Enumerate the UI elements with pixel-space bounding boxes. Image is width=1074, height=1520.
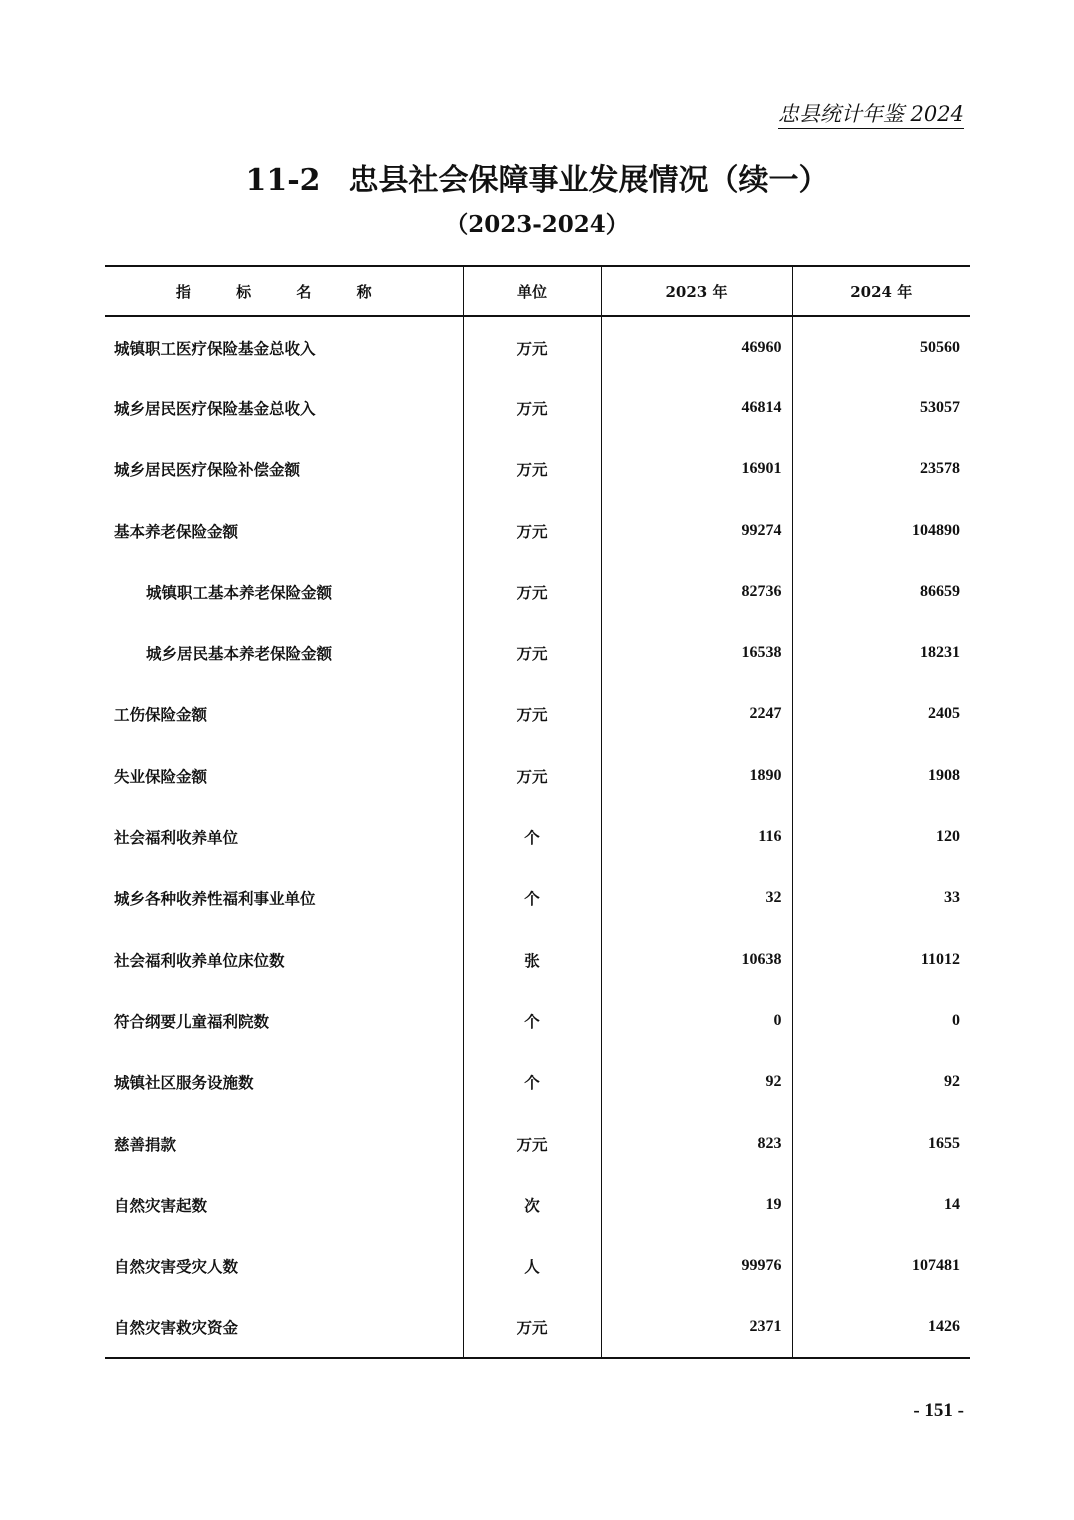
table-row bbox=[105, 1235, 970, 1296]
table-row bbox=[105, 868, 970, 929]
table-row bbox=[105, 1174, 970, 1235]
table-header-row bbox=[105, 266, 970, 316]
table-row bbox=[105, 622, 970, 683]
indicator-name: 社会福利收养单位床位数 bbox=[114, 950, 285, 970]
unit-cell: 万元 bbox=[463, 745, 601, 806]
unit-cell: 万元 bbox=[463, 1297, 601, 1358]
unit-cell: 万元 bbox=[463, 316, 601, 377]
indicator-name: 城乡居民基本养老保险金额 bbox=[146, 644, 333, 664]
table-row bbox=[105, 316, 970, 377]
table-row bbox=[105, 1113, 970, 1174]
indicator-name: 符合纲要儿童福利院数 bbox=[114, 1011, 270, 1031]
value-2023: 92 bbox=[601, 1052, 792, 1113]
header-year-2023: 2023 年 bbox=[601, 266, 792, 316]
indicator-name: 城乡居民医疗保险补偿金额 bbox=[114, 460, 301, 480]
indicator-name: 基本养老保险金额 bbox=[114, 521, 239, 541]
table-body bbox=[105, 316, 970, 1358]
value-2023: 99976 bbox=[601, 1235, 792, 1296]
unit-cell: 个 bbox=[463, 806, 601, 867]
value-2023: 16901 bbox=[601, 439, 792, 500]
page-title bbox=[0, 163, 1074, 199]
unit-cell: 张 bbox=[463, 929, 601, 990]
table-row bbox=[105, 806, 970, 867]
value-2023: 46960 bbox=[601, 316, 792, 377]
indicator-name: 自然灾害受灾人数 bbox=[114, 1257, 239, 1277]
table-title-text: 忠县社会保障事业发展情况（续一） bbox=[348, 163, 829, 198]
unit-cell: 个 bbox=[463, 990, 601, 1051]
value-2024: 86659 bbox=[792, 561, 970, 622]
value-2024: 2405 bbox=[792, 684, 970, 745]
value-2024: 120 bbox=[792, 806, 970, 867]
unit-cell: 万元 bbox=[463, 622, 601, 683]
unit-cell: 万元 bbox=[463, 377, 601, 438]
running-header: 忠县统计年鉴 2024 bbox=[778, 102, 964, 129]
statistics-table bbox=[105, 265, 970, 1359]
table-row bbox=[105, 990, 970, 1051]
header-indicator-name bbox=[105, 266, 463, 316]
unit-cell: 万元 bbox=[463, 439, 601, 500]
value-2023: 2247 bbox=[601, 684, 792, 745]
table-row bbox=[105, 1052, 970, 1113]
indicator-name: 城乡各种收养性福利事业单位 bbox=[114, 889, 316, 909]
value-2024: 53057 bbox=[792, 377, 970, 438]
value-2024: 50560 bbox=[792, 316, 970, 377]
table-row bbox=[105, 929, 970, 990]
value-2023: 0 bbox=[601, 990, 792, 1051]
value-2023: 82736 bbox=[601, 561, 792, 622]
header-indicator-name-text: 指 标 名 称 bbox=[175, 282, 392, 301]
value-2024: 33 bbox=[792, 868, 970, 929]
table-row bbox=[105, 561, 970, 622]
value-2024: 18231 bbox=[792, 622, 970, 683]
table-row bbox=[105, 745, 970, 806]
value-2024: 1655 bbox=[792, 1113, 970, 1174]
value-2024: 92 bbox=[792, 1052, 970, 1113]
page-subtitle: （2023-2024） bbox=[445, 211, 629, 238]
value-2024: 11012 bbox=[792, 929, 970, 990]
unit-cell: 万元 bbox=[463, 684, 601, 745]
unit-cell: 次 bbox=[463, 1174, 601, 1235]
indicator-name: 社会福利收养单位 bbox=[114, 828, 239, 848]
indicator-name: 自然灾害起数 bbox=[114, 1195, 208, 1215]
value-2023: 16538 bbox=[601, 622, 792, 683]
unit-cell: 人 bbox=[463, 1235, 601, 1296]
value-2024: 1908 bbox=[792, 745, 970, 806]
value-2023: 2371 bbox=[601, 1297, 792, 1358]
header-year-2024: 2024 年 bbox=[792, 266, 970, 316]
value-2024: 14 bbox=[792, 1174, 970, 1235]
value-2024: 0 bbox=[792, 990, 970, 1051]
value-2024: 107481 bbox=[792, 1235, 970, 1296]
value-2024: 1426 bbox=[792, 1297, 970, 1358]
indicator-name: 城乡居民医疗保险基金总收入 bbox=[114, 398, 316, 418]
indicator-name: 工伤保险金额 bbox=[114, 705, 208, 725]
unit-cell: 万元 bbox=[463, 1113, 601, 1174]
indicator-name: 失业保险金额 bbox=[114, 766, 208, 786]
table-row bbox=[105, 500, 970, 561]
table-row bbox=[105, 439, 970, 500]
value-2023: 10638 bbox=[601, 929, 792, 990]
header-unit: 单位 bbox=[463, 266, 601, 316]
table-row bbox=[105, 377, 970, 438]
unit-cell: 万元 bbox=[463, 500, 601, 561]
indicator-name: 城镇职工医疗保险基金总收入 bbox=[114, 339, 316, 359]
page-number: - 151 - bbox=[913, 1400, 964, 1421]
indicator-name: 自然灾害救灾资金 bbox=[105, 1297, 463, 1358]
value-2023: 823 bbox=[601, 1113, 792, 1174]
value-2023: 32 bbox=[601, 868, 792, 929]
unit-cell: 万元 bbox=[463, 561, 601, 622]
indicator-name: 城镇职工基本养老保险金额 bbox=[146, 582, 333, 602]
value-2023: 46814 bbox=[601, 377, 792, 438]
value-2023: 1890 bbox=[601, 745, 792, 806]
value-2023: 116 bbox=[601, 806, 792, 867]
unit-cell: 个 bbox=[463, 1052, 601, 1113]
value-2024: 23578 bbox=[792, 439, 970, 500]
table-row bbox=[105, 684, 970, 745]
table-row bbox=[105, 1297, 970, 1358]
table-number: 11-2 bbox=[245, 163, 321, 198]
unit-cell: 个 bbox=[463, 868, 601, 929]
value-2024: 104890 bbox=[792, 500, 970, 561]
value-2023: 99274 bbox=[601, 500, 792, 561]
indicator-name: 慈善捐款 bbox=[114, 1134, 177, 1154]
value-2023: 19 bbox=[601, 1174, 792, 1235]
indicator-name: 城镇社区服务设施数 bbox=[114, 1073, 254, 1093]
